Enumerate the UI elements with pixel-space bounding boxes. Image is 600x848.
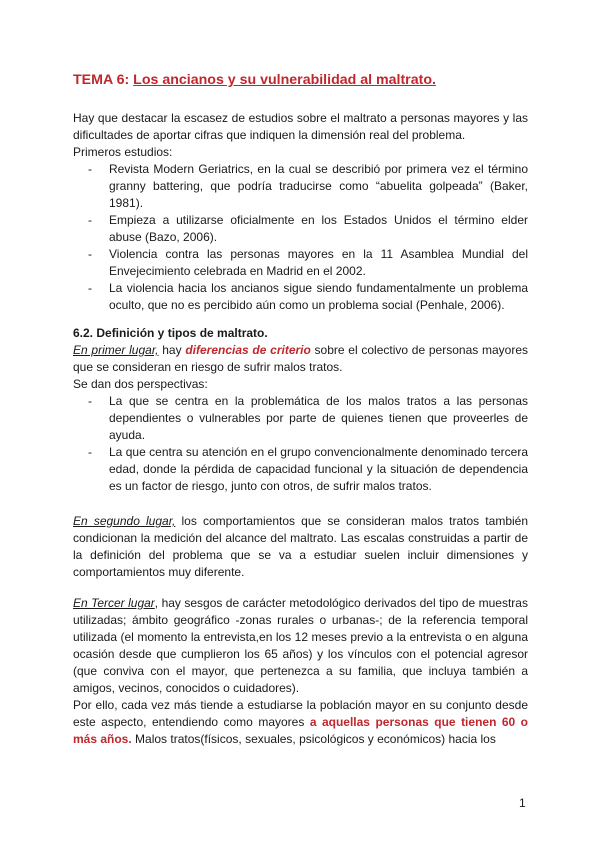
third-point-section <box>73 595 528 748</box>
page-number: 1 <box>519 796 526 810</box>
first-point-highlight: diferencias de criterio <box>185 343 311 357</box>
final-paragraph <box>73 697 528 748</box>
list-item: - Violencia contra las personas mayores en la 11 Asamblea Mundial del Envejecimiento celebrada en Madrid en el 2002. <box>73 246 528 280</box>
first-point-lead: En primer lugar, <box>73 343 159 357</box>
list-item: - Revista Modern Geriatrics, en la cual se describió por primera vez el término granny battering, que podría traducirse como “abuelita golpeada” (Baker, 1981). <box>73 161 528 212</box>
list-item: - La que centra su atención en el grupo convencionalmente denominado tercera edad, donde la pérdida de capacidad funcional y la situación de dependencia es un factor de riesgo, junto con otros, de sufrir malos tratos. <box>73 444 528 495</box>
title-main: Los ancianos y su vulnerabilidad al maltrato. <box>133 72 436 88</box>
final-highlight: a aquellas personas que tienen 60 o más años. <box>73 715 529 746</box>
studies-list <box>73 161 528 314</box>
second-point-paragraph <box>73 513 528 581</box>
studies-label: Primeros estudios: <box>73 145 173 159</box>
perspectives-list <box>73 393 528 495</box>
first-point-text-b: sobre el colectivo de personas mayores que se consideran en riesgo de sufrir malos tratos. <box>73 343 528 374</box>
third-point-text: , hay sesgos de carácter metodológico derivados del tipo de muestras utilizadas; ámbito geográfico -zonas rurales o urbanas-; de la referencia temporal utilizada (el momento la entrevista,en los 12 meses previo a la entrevista o en alguna ocasión desde que cumplieron los 65 años) y los vínculos con el potencial agresor (que conviva con el mayor, que pertenezca a su familia, que incluya también a amigos, vecinos, conocidos o cuidadores). <box>73 596 528 695</box>
third-point-paragraph <box>73 595 528 697</box>
final-text-a: Por ello, cada vez más tiende a estudiarse la población mayor en su conjunto desde este aspecto, entendiendo como mayores <box>73 698 528 729</box>
first-point-text-a: hay <box>158 343 186 357</box>
perspectives-label: Se dan dos perspectivas: <box>73 377 208 391</box>
list-item: - La que se centra en la problemática de los malos tratos a las personas dependientes o vulnerables por parte de quienes tienen que proveerles de ayuda. <box>73 393 528 444</box>
page-title <box>73 72 436 88</box>
second-point-section <box>73 513 528 581</box>
list-item: - Empieza a utilizarse oficialmente en los Estados Unidos el término elder abuse (Bazo, 2006). <box>73 212 528 246</box>
second-point-text: los comportamientos que se consideran malos tratos también condicionan la medición del alcance del maltrato. Las escalas construidas a partir de la definición del problema que se va a estudiar suelen incluir dimensiones y comportamientos muy diferente. <box>73 514 529 579</box>
final-text-b: Malos tratos(físicos, sexuales, psicológicos y económicos) hacia los <box>131 732 496 746</box>
intro-section <box>73 110 528 314</box>
second-point-lead: En segundo lugar, <box>73 514 176 528</box>
third-point-lead: En Tercer lugar <box>73 596 155 610</box>
intro-paragraph: Hay que destacar la escasez de estudios sobre el maltrato a personas mayores y las dificultades de aportar cifras que indiquen la dimensión real del problema. <box>73 111 528 142</box>
section-heading: 6.2. Definición y tipos de maltrato. <box>73 326 268 340</box>
list-item: - La violencia hacia los ancianos sigue siendo fundamentalmente un problema oculto, que no es percibido aún como un problema social (Penhale, 2006). <box>73 280 528 314</box>
definition-section <box>73 325 528 495</box>
title-prefix: TEMA 6: <box>73 72 134 88</box>
first-point-paragraph <box>73 342 528 376</box>
